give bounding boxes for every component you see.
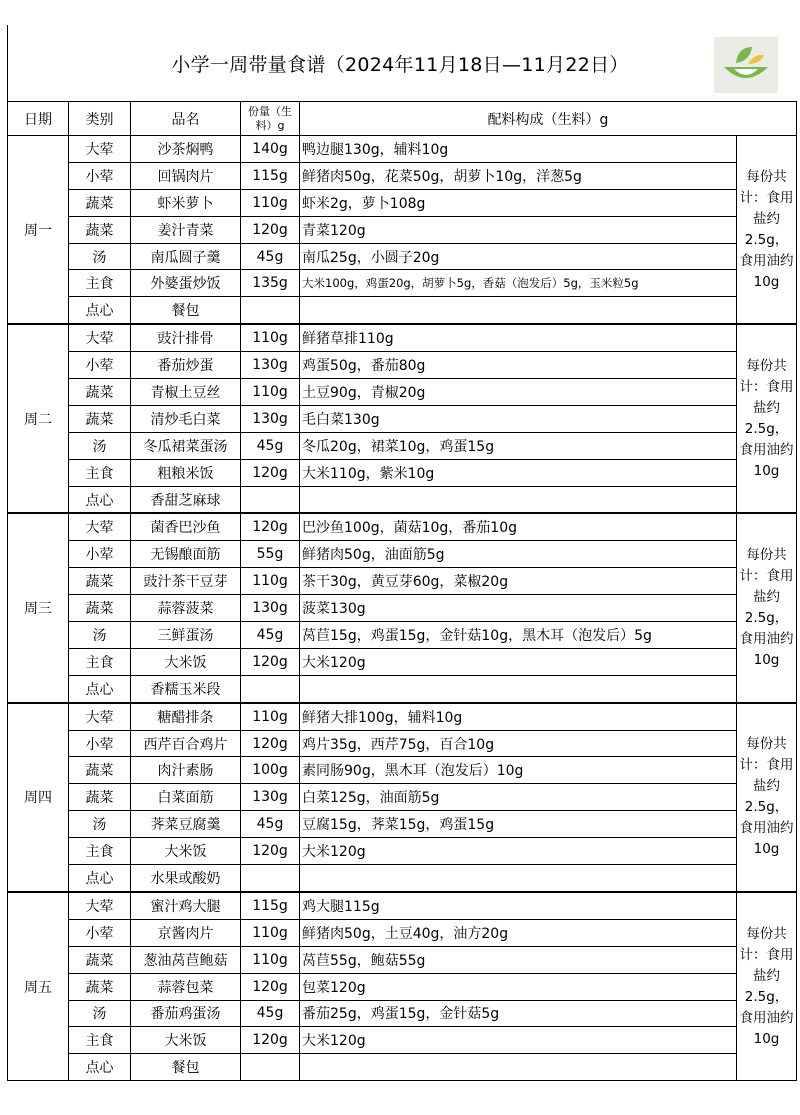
ingredients-cell: 土豆90g，青椒20g — [300, 379, 737, 406]
ingredients-cell: 虾米2g，萝卜108g — [300, 189, 737, 216]
portion-cell — [241, 1054, 300, 1081]
category-cell: 大荤 — [69, 892, 131, 919]
category-cell: 汤 — [69, 622, 131, 649]
ingredients-cell: 鲜猪肉50g，花菜50g，胡萝卜10g，洋葱5g — [300, 162, 737, 189]
dish-name-cell: 肉汁素肠 — [131, 757, 241, 784]
ingredients-cell: 鲜猪肉50g，土豆40g，油方20g — [300, 919, 737, 946]
ingredients-cell: 包菜120g — [300, 973, 737, 1000]
category-cell: 小荤 — [69, 730, 131, 757]
category-cell: 大荤 — [69, 513, 131, 540]
category-cell: 主食 — [69, 1027, 131, 1054]
portion-cell: 110g — [241, 568, 300, 595]
category-cell: 点心 — [69, 486, 131, 513]
category-cell: 点心 — [69, 865, 131, 892]
category-cell: 点心 — [69, 297, 131, 324]
table-row — [8, 216, 797, 243]
ingredients-cell: 鲜猪大排100g，辅料10g — [300, 703, 737, 730]
dish-name-cell: 番茄炒蛋 — [131, 352, 241, 379]
table-row — [8, 379, 797, 406]
ingredients-cell — [300, 297, 737, 324]
dish-name-cell: 水果或酸奶 — [131, 865, 241, 892]
dish-name-cell: 粗粮米饭 — [131, 459, 241, 486]
ingredients-cell: 巴沙鱼100g，菌菇10g，番茄10g — [300, 513, 737, 540]
portion-cell — [241, 865, 300, 892]
category-cell: 点心 — [69, 1054, 131, 1081]
portion-cell: 110g — [241, 946, 300, 973]
dish-name-cell: 无锡酿面筋 — [131, 541, 241, 568]
day-label: 周四 — [8, 703, 69, 892]
dish-name-cell: 西芹百合鸡片 — [131, 730, 241, 757]
portion-cell: 130g — [241, 405, 300, 432]
category-cell: 主食 — [69, 648, 131, 675]
day-label: 周一 — [8, 136, 69, 325]
table-row — [8, 730, 797, 757]
table-header-row — [8, 102, 797, 136]
portion-cell: 110g — [241, 324, 300, 351]
portion-cell — [241, 297, 300, 324]
ingredients-cell: 冬瓜20g，裙菜10g，鸡蛋15g — [300, 432, 737, 459]
category-cell: 蔬菜 — [69, 379, 131, 406]
portion-cell: 120g — [241, 513, 300, 540]
category-cell: 蔬菜 — [69, 568, 131, 595]
table-row — [8, 675, 797, 702]
dish-name-cell: 大米饭 — [131, 648, 241, 675]
category-cell: 蔬菜 — [69, 216, 131, 243]
portion-cell: 45g — [241, 432, 300, 459]
dish-name-cell: 餐包 — [131, 1054, 241, 1081]
table-row — [8, 486, 797, 513]
portion-cell: 45g — [241, 1000, 300, 1027]
category-cell: 汤 — [69, 811, 131, 838]
header-ingredients: 配料构成（生料）g — [300, 102, 797, 136]
table-row — [8, 946, 797, 973]
table-row — [8, 838, 797, 865]
dish-name-cell: 虾米萝卜 — [131, 189, 241, 216]
ingredients-cell: 白菜125g，油面筋5g — [300, 784, 737, 811]
portion-cell: 140g — [241, 136, 300, 163]
bowl-leaf-logo-icon — [714, 37, 778, 93]
portion-cell — [241, 675, 300, 702]
table-row — [8, 568, 797, 595]
portion-cell: 120g — [241, 838, 300, 865]
ingredients-cell: 豆腐15g，荠菜15g，鸡蛋15g — [300, 811, 737, 838]
portion-cell: 130g — [241, 595, 300, 622]
header-portion: 份量（生料）g — [241, 102, 300, 136]
portion-cell: 120g — [241, 216, 300, 243]
table-row — [8, 189, 797, 216]
category-cell: 蔬菜 — [69, 946, 131, 973]
table-row — [8, 432, 797, 459]
ingredients-cell — [300, 486, 737, 513]
ingredients-cell: 菠菜130g — [300, 595, 737, 622]
table-row — [8, 513, 797, 540]
dish-name-cell: 蒜蓉菠菜 — [131, 595, 241, 622]
portion-cell: 115g — [241, 162, 300, 189]
table-row — [8, 973, 797, 1000]
page-title: 小学一周带量食谱（2024年11月18日—11月22日） — [171, 54, 629, 76]
table-row — [8, 1027, 797, 1054]
category-cell: 小荤 — [69, 162, 131, 189]
ingredients-cell: 鸡蛋50g，番茄80g — [300, 352, 737, 379]
ingredients-cell: 鲜猪草排110g — [300, 324, 737, 351]
ingredients-cell — [300, 1054, 737, 1081]
portion-cell: 110g — [241, 919, 300, 946]
dish-name-cell: 蜜汁鸡大腿 — [131, 892, 241, 919]
ingredients-cell: 大米120g — [300, 838, 737, 865]
dish-name-cell: 回锅肉片 — [131, 162, 241, 189]
table-row — [8, 757, 797, 784]
portion-cell: 110g — [241, 703, 300, 730]
dish-name-cell: 葱油莴苣鲍菇 — [131, 946, 241, 973]
category-cell: 点心 — [69, 675, 131, 702]
dish-name-cell: 蒜蓉包菜 — [131, 973, 241, 1000]
category-cell: 蔬菜 — [69, 405, 131, 432]
dish-name-cell: 餐包 — [131, 297, 241, 324]
category-cell: 蔬菜 — [69, 757, 131, 784]
ingredients-cell: 大米120g — [300, 648, 737, 675]
category-cell: 汤 — [69, 243, 131, 270]
day-label: 周五 — [8, 892, 69, 1081]
category-cell: 蔬菜 — [69, 973, 131, 1000]
table-row — [8, 919, 797, 946]
dish-name-cell: 冬瓜裙菜蛋汤 — [131, 432, 241, 459]
table-row — [8, 405, 797, 432]
portion-cell: 135g — [241, 270, 300, 297]
portion-cell: 55g — [241, 541, 300, 568]
table-row — [8, 811, 797, 838]
daily-salt-oil-note: 每份共计：食用盐约2.5g，食用油约10g — [737, 513, 797, 702]
category-cell: 小荤 — [69, 352, 131, 379]
portion-cell: 110g — [241, 189, 300, 216]
ingredients-cell: 大米110g，紫米10g — [300, 459, 737, 486]
table-row — [8, 162, 797, 189]
category-cell: 小荤 — [69, 919, 131, 946]
table-row — [8, 270, 797, 297]
category-cell: 主食 — [69, 838, 131, 865]
portion-cell: 120g — [241, 973, 300, 1000]
table-row — [8, 648, 797, 675]
ingredients-cell: 大米120g — [300, 1027, 737, 1054]
ingredients-cell: 鸭边腿130g，辅料10g — [300, 136, 737, 163]
portion-cell: 120g — [241, 730, 300, 757]
day-label: 周二 — [8, 324, 69, 513]
table-row — [8, 1000, 797, 1027]
portion-cell: 110g — [241, 379, 300, 406]
dish-name-cell: 糖醋排条 — [131, 703, 241, 730]
dish-name-cell: 香糯玉米段 — [131, 675, 241, 702]
table-row — [8, 622, 797, 649]
header-day: 日期 — [8, 102, 69, 136]
portion-cell: 45g — [241, 811, 300, 838]
menu-table — [7, 101, 797, 1081]
portion-cell: 120g — [241, 1027, 300, 1054]
portion-cell: 45g — [241, 622, 300, 649]
header-dish: 品名 — [131, 102, 241, 136]
dish-name-cell: 三鲜蛋汤 — [131, 622, 241, 649]
ingredients-cell: 莴苣15g，鸡蛋15g，金针菇10g，黑木耳（泡发后）5g — [300, 622, 737, 649]
portion-cell — [241, 486, 300, 513]
day-label: 周三 — [8, 513, 69, 702]
daily-salt-oil-note: 每份共计：食用盐约2.5g，食用油约10g — [737, 324, 797, 513]
ingredients-cell: 南瓜25g，小圆子20g — [300, 243, 737, 270]
table-row — [8, 352, 797, 379]
category-cell: 大荤 — [69, 324, 131, 351]
daily-salt-oil-note: 每份共计：食用盐约2.5g，食用油约10g — [737, 892, 797, 1081]
category-cell: 汤 — [69, 432, 131, 459]
table-row — [8, 892, 797, 919]
ingredients-cell: 毛白菜130g — [300, 405, 737, 432]
ingredients-cell: 茶干30g，黄豆芽60g，菜椒20g — [300, 568, 737, 595]
category-cell: 汤 — [69, 1000, 131, 1027]
table-row — [8, 541, 797, 568]
dish-name-cell: 外婆蛋炒饭 — [131, 270, 241, 297]
dish-name-cell: 豉汁排骨 — [131, 324, 241, 351]
category-cell: 蔬菜 — [69, 595, 131, 622]
table-row — [8, 136, 797, 163]
category-cell: 小荤 — [69, 541, 131, 568]
table-row — [8, 297, 797, 324]
ingredients-cell: 鸡大腿115g — [300, 892, 737, 919]
category-cell: 主食 — [69, 270, 131, 297]
dish-name-cell: 青椒土豆丝 — [131, 379, 241, 406]
dish-name-cell: 南瓜圆子羹 — [131, 243, 241, 270]
dish-name-cell: 番茄鸡蛋汤 — [131, 1000, 241, 1027]
portion-cell: 120g — [241, 459, 300, 486]
portion-cell: 115g — [241, 892, 300, 919]
dish-name-cell: 白菜面筋 — [131, 784, 241, 811]
daily-salt-oil-note: 每份共计：食用盐约2.5g，食用油约10g — [737, 703, 797, 892]
ingredients-cell: 番茄25g，鸡蛋15g，金针菇5g — [300, 1000, 737, 1027]
dish-name-cell: 豉汁茶干豆芽 — [131, 568, 241, 595]
dish-name-cell: 菌香巴沙鱼 — [131, 513, 241, 540]
dish-name-cell: 姜汁青菜 — [131, 216, 241, 243]
portion-cell: 120g — [241, 648, 300, 675]
dish-name-cell: 大米饭 — [131, 838, 241, 865]
table-row — [8, 243, 797, 270]
dish-name-cell: 沙茶焖鸭 — [131, 136, 241, 163]
ingredients-cell: 鲜猪肉50g，油面筋5g — [300, 541, 737, 568]
dish-name-cell: 荠菜豆腐羹 — [131, 811, 241, 838]
dish-name-cell: 清炒毛白菜 — [131, 405, 241, 432]
dish-name-cell: 京酱肉片 — [131, 919, 241, 946]
ingredients-cell: 素同肠90g，黑木耳（泡发后）10g — [300, 757, 737, 784]
header-category: 类别 — [69, 102, 131, 136]
table-row — [8, 865, 797, 892]
table-row — [8, 1054, 797, 1081]
ingredients-cell — [300, 865, 737, 892]
menu-body — [8, 136, 797, 1081]
portion-cell: 45g — [241, 243, 300, 270]
ingredients-cell: 鸡片35g，西芹75g，百合10g — [300, 730, 737, 757]
daily-salt-oil-note: 每份共计：食用盐约2.5g，食用油约10g — [737, 136, 797, 325]
ingredients-cell: 青菜120g — [300, 216, 737, 243]
ingredients-cell: 大米100g，鸡蛋20g，胡萝卜5g，香菇（泡发后）5g，玉米粒5g — [300, 270, 737, 297]
category-cell: 主食 — [69, 459, 131, 486]
table-row — [8, 703, 797, 730]
dish-name-cell: 大米饭 — [131, 1027, 241, 1054]
category-cell: 大荤 — [69, 136, 131, 163]
category-cell: 蔬菜 — [69, 784, 131, 811]
table-row — [8, 459, 797, 486]
portion-cell: 130g — [241, 784, 300, 811]
category-cell: 蔬菜 — [69, 189, 131, 216]
portion-cell: 100g — [241, 757, 300, 784]
ingredients-cell — [300, 675, 737, 702]
table-row — [8, 784, 797, 811]
table-row — [8, 595, 797, 622]
table-row — [8, 324, 797, 351]
category-cell: 大荤 — [69, 703, 131, 730]
portion-cell: 130g — [241, 352, 300, 379]
dish-name-cell: 香甜芝麻球 — [131, 486, 241, 513]
ingredients-cell: 莴苣55g，鲍菇55g — [300, 946, 737, 973]
